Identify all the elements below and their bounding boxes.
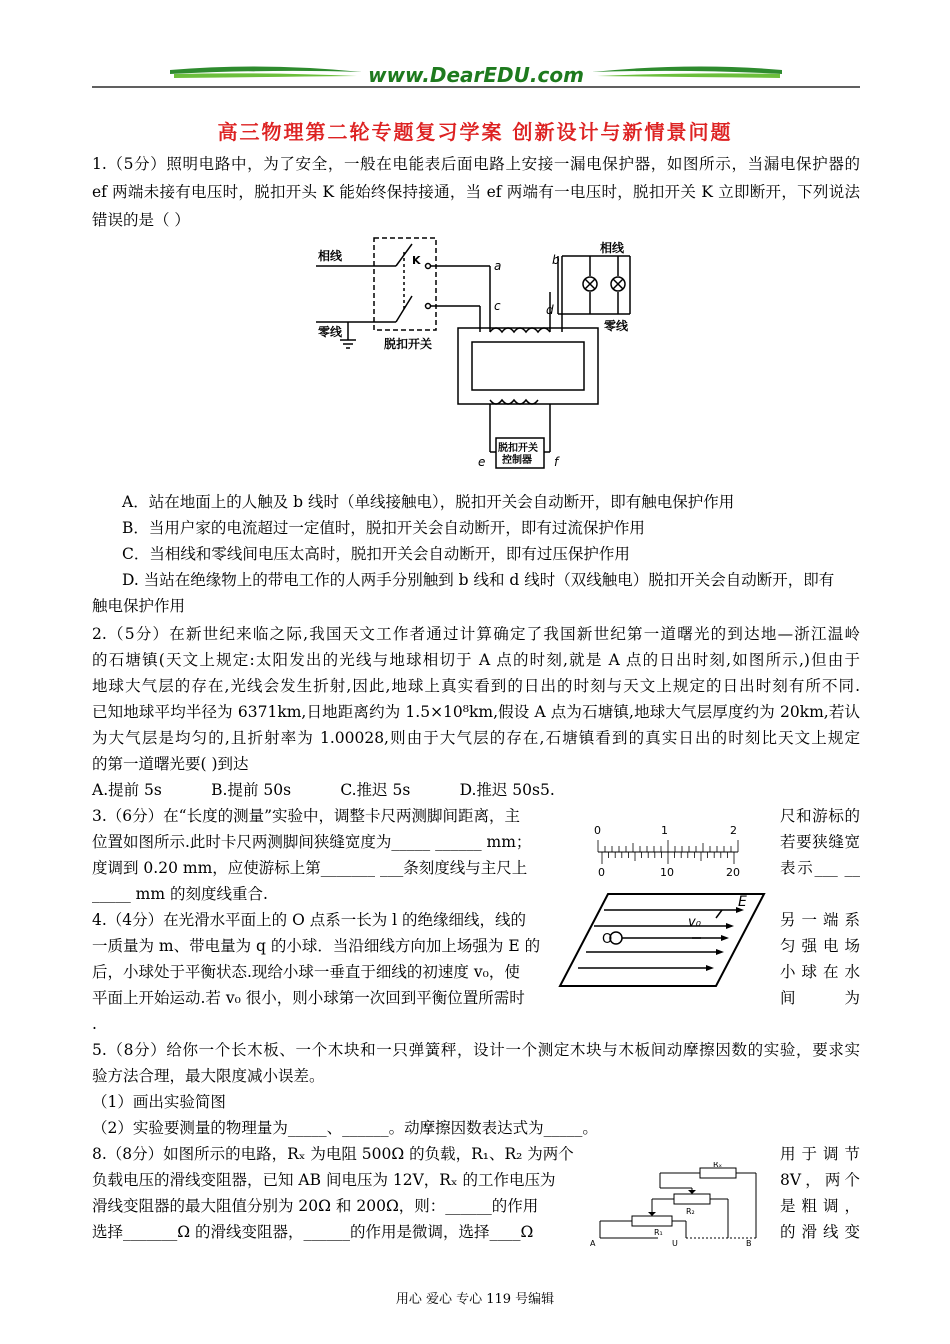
q1-line1: 1.（5分）照明电路中，为了安全，一般在电能表后面电路上安接一漏电保护器，如图所示，当漏电保护器的 [92, 155, 860, 173]
page-title: 高三物理第二轮专题复习学案 创新设计与新情景问题 [217, 120, 733, 144]
q2-options: A.提前 5s B.提前 50s C.推迟 5s D.推迟 50s5. [92, 781, 555, 799]
label-r1: R₁ [654, 1228, 663, 1237]
q1-circuit-figure [300, 232, 650, 472]
caliper-figure [588, 820, 748, 880]
label-c: c [494, 299, 501, 313]
q3-line1-right: 尺和游标的 [780, 807, 860, 825]
q8-line4-right: 的滑线变 [780, 1223, 860, 1241]
q1-option-c: C．当相线和零线间电压太高时，脱扣开关会自动断开，即有过压保护作用 [122, 545, 630, 563]
q1-line2: ef 两端未接有电压时，脱扣开头 K 能始终保持接通，当 ef 两端有一电压时，脱扣开关 K 立即断开，下列说法 [92, 183, 860, 201]
field-diagram [556, 890, 768, 990]
q2-line5: 为大气层是均匀的,且折射率为 1.00028,则由于大气层的存在,石塘镇看到的真实日出的时刻比天文上规定 [92, 729, 860, 747]
electric-field-figure [556, 890, 768, 990]
q4-line3-right: 小球在水 [780, 963, 860, 981]
q2-line3: 地球大气层的存在,光线会发生折射,因此,地球上真实看到的日出的时刻与天文上规定的日出时刻有所不同. [92, 677, 860, 695]
q1-option-d-line2: 触电保护作用 [92, 597, 186, 615]
header-banner [92, 60, 860, 92]
label-e: e [478, 455, 486, 469]
label-u: U [672, 1239, 678, 1248]
label-f: f [554, 455, 559, 469]
label-o: O [602, 932, 613, 947]
label-neutral-right: 零线 [604, 319, 629, 333]
label-live-left: 相线 [318, 249, 343, 263]
q3-line2: 位置如图所示.此时卡尺两测脚间狭缝宽度为_____ ______ mm； [92, 833, 532, 851]
potentiometer-circuit-figure [588, 1162, 770, 1248]
q1-option-d-line1: D. 当站在绝缘物上的带电工作的人两手分别触到 b 线和 d 线时（双线触电）脱扣开关会自动断开，即有 [122, 571, 835, 589]
q4-line2-right: 匀强电场 [780, 937, 860, 955]
label-switch: 脱扣开关 [384, 337, 433, 351]
q4-line2: 一质量为 m、带电量为 q 的小球．当沿细线方向加上场强为 E 的 [92, 937, 541, 955]
site-logo-text: www.DearEDU.com [368, 63, 584, 87]
q8-line1-right: 用于调节 [780, 1145, 860, 1163]
q5-line1: 5.（8分）给你一个长木板、一个木块和一只弹簧秤，设计一个测定木块与木板间动摩擦因数的实验，要求实 [92, 1041, 860, 1059]
q5-line2: 验方法合理，最大限度减小误差。 [92, 1067, 325, 1085]
q2-line6: 的第一道曙光要( )到达 [92, 755, 249, 773]
q4-line4: 平面上开始运动.若 v₀ 很小，则小球第一次回到平衡位置所需时 [92, 989, 525, 1007]
label-live-right: 相线 [600, 241, 625, 255]
q3-line4: _____ mm 的刻度线重合. [92, 885, 268, 903]
vernier-tick-0: 0 [598, 866, 605, 879]
q5-sub1: （1）画出实验简图 [92, 1093, 226, 1111]
q3-line3-right: 表示___ __ [780, 859, 860, 877]
potentiometer-diagram [588, 1162, 770, 1248]
label-b-terminal: B [746, 1239, 752, 1248]
q2-line1: 2.（5分）在新世纪来临之际,我国天文工作者通过计算确定了我国新世纪第一道曙光的到达地—浙江温岭 [92, 625, 860, 643]
vernier-tick-10: 10 [660, 866, 674, 879]
vernier-tick-20: 20 [726, 866, 740, 879]
circuit-diagram [300, 232, 650, 472]
label-controller-2: 控制器 [502, 455, 532, 466]
q3-line2-right: 若要狭缝宽 [780, 833, 860, 851]
label-rx: Rₓ [713, 1162, 723, 1169]
q8-line3-right: 是粗调， [780, 1197, 860, 1215]
q1-option-b: B．当用户家的电流超过一定值时，脱扣开关会自动断开，即有过流保护作用 [122, 519, 645, 537]
label-r2: R₂ [686, 1207, 695, 1216]
label-controller-1: 脱扣开关 [498, 443, 538, 454]
q3-line1: 3.（6分）在“长度的测量”实验中，调整卡尺两测脚间距离，主 [92, 807, 521, 825]
q8-line2-right: 8V，两个 [780, 1171, 860, 1189]
label-neutral-left: 零线 [318, 325, 343, 339]
q8-line1: 8.（8分）如图所示的电路，Rₓ 为电阻 500Ω 的负载，R₁、R₂ 为两个 [92, 1145, 574, 1163]
q4-line1-right: 另一端系 [780, 911, 860, 929]
label-b: b [552, 253, 560, 267]
label-a: a [494, 259, 502, 273]
main-tick-0: 0 [594, 824, 601, 837]
q4-line4-right: 间为 [780, 989, 860, 1007]
page-footer: 用心 爱心 专心 119 号编辑 [395, 1292, 555, 1307]
q4-line5: . [92, 1015, 97, 1033]
q1-line3: 错误的是（ ） [92, 211, 190, 229]
q1-option-a: A．站在地面上的人触及 b 线时（单线接触电），脱扣开关会自动断开，即有触电保护作用 [122, 493, 735, 511]
q5-sub2: （2）实验要测量的物理量为_____、______。动摩擦因数表达式为_____。 [92, 1119, 598, 1137]
q8-line2: 负载电压的滑线变阻器，已知 AB 间电压为 12V，Rₓ 的工作电压为 [92, 1171, 556, 1189]
q8-line4: 选择_______Ω 的滑线变阻器，______的作用是微调，选择____Ω [92, 1223, 534, 1241]
q3-line3: 度调到 0.20 mm，应使游标上第_______ ___条刻度线与主尺上 [92, 859, 528, 877]
label-k: K [412, 254, 421, 267]
q2-line4: 已知地球平均半径为 6371km,日地距离约为 1.5×10⁸km,假设 A 点为石塘镇,地球大气层厚度约为 20km,若认 [92, 703, 860, 721]
label-v0: v₀ [688, 915, 701, 930]
main-tick-2: 2 [730, 824, 737, 837]
label-d: d [546, 303, 554, 317]
main-tick-1: 1 [661, 824, 668, 837]
label-e-field: E [738, 894, 747, 910]
q2-line2: 的石塘镇(天文上规定:太阳发出的光线与地球相切于 A 点的时刻,就是 A 点的日出时刻,如图所示,)但由于 [92, 651, 860, 669]
caliper-scale [588, 820, 748, 880]
q4-line1: 4.（4分）在光滑水平面上的 O 点系一长为 l 的绝缘细线，线的 [92, 911, 527, 929]
q8-line3: 滑线变阻器的最大阻值分别为 20Ω 和 200Ω，则：______的作用 [92, 1197, 539, 1215]
q4-line3: 后，小球处于平衡状态.现给小球一垂直于细线的初速度 v₀，使 [92, 963, 520, 981]
label-a-terminal: A [590, 1239, 596, 1248]
